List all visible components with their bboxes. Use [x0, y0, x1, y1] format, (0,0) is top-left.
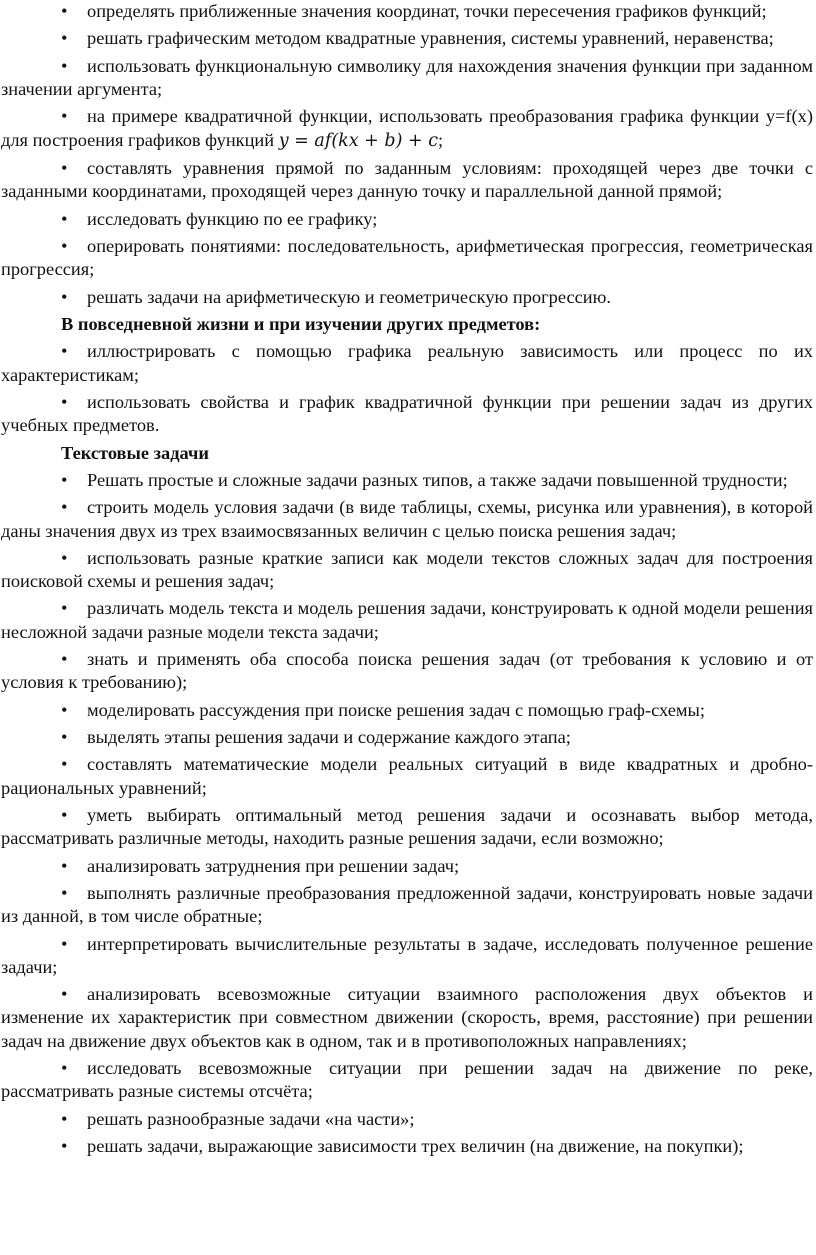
bullet-icon: •: [61, 727, 68, 748]
bullet-icon: •: [61, 157, 68, 178]
bullet-icon: •: [61, 1, 68, 21]
list-item: • решать разнообразные задачи «на части»;: [1, 1108, 813, 1131]
list-item: • использовать свойства и график квадратичной функции при решении задач из других учебных предметов.: [1, 391, 813, 436]
list-item: • различать модель текста и модель решения задачи, конструировать к одной модели решения несложной задачи разные модели текста задачи;: [1, 598, 813, 642]
list-item: • решать графическим методом квадратные уравнения, системы уравнений, неравенства;: [1, 27, 813, 50]
bullet-icon: •: [61, 883, 68, 904]
list-item: • использовать функциональную символику для нахождения значения функции при заданном значении аргумента;: [1, 55, 813, 99]
bullet-icon: •: [61, 933, 68, 954]
bullet-icon: •: [61, 497, 68, 518]
list-item: • уметь выбирать оптимальный метод решения задачи и осознавать выбор метода, рассматривать различные методы, находить разные решения задачи, если возможно;: [1, 805, 813, 849]
bullet-icon: •: [61, 55, 68, 76]
list-item: • определять приближенные значения координат, точки пересечения графиков функций;: [1, 0, 813, 23]
bullet-icon: •: [61, 235, 68, 256]
bullet-icon: •: [61, 805, 68, 826]
bullet-icon: •: [61, 1058, 68, 1079]
list-item: • исследовать функцию по ее графику;: [1, 208, 813, 231]
list-item: • строить модель условия задачи (в виде таблицы, схемы, рисунка или уравнения), в которой даны значения двух из трех взаимосвязанных величин с целью поиска решения задач;: [1, 497, 813, 541]
bullet-icon: •: [61, 208, 68, 229]
list-item: • составлять математические модели реальных ситуаций в виде квадратных и дробно-рациональных уравнений;: [1, 754, 813, 798]
bullet-icon: •: [61, 1136, 68, 1156]
bullet-icon: •: [61, 28, 68, 49]
list-item: • Решать простые и сложные задачи разных типов, а также задачи повышенной трудности;: [1, 469, 813, 492]
list-item: • выделять этапы решения задачи и содержание каждого этапа;: [1, 726, 813, 749]
bullet-icon: •: [61, 469, 68, 490]
list-item: • выполнять различные преобразования предложенной задачи, конструировать новые задачи из данной, в том числе обратные;: [1, 883, 813, 927]
bullet-icon: •: [61, 754, 68, 775]
bullet-icon: •: [61, 699, 68, 720]
list-item: • иллюстрировать с помощью графика реальную зависимость или процесс по их характеристикам;: [1, 341, 813, 385]
list-item: • оперировать понятиями: последовательность, арифметическая прогрессия, геометрическая прогрессия;: [1, 235, 813, 280]
list-item: • на примере квадратичной функции, использовать преобразования графика функции y=f(x) для построения графиков функций y = af(kx + b) + c;: [1, 106, 813, 151]
bullet-icon: •: [61, 855, 68, 876]
list-item: • моделировать рассуждения при поиске решения задач с помощью граф-схемы;: [1, 699, 813, 722]
bullet-icon: •: [61, 547, 68, 568]
bullet-icon: •: [61, 649, 68, 670]
list-item: • решать задачи на арифметическую и геометрическую прогрессию.: [1, 286, 813, 309]
bullet-icon: •: [61, 341, 68, 362]
section-heading: В повседневной жизни и при изучении других предметов:: [61, 313, 541, 334]
list-item: • использовать разные краткие записи как модели текстов сложных задач для построения поисковой схемы и решения задач;: [1, 547, 813, 592]
list-item: • исследовать всевозможные ситуации при решении задач на движение по реке, рассматривать разные системы отсчёта;: [1, 1058, 813, 1102]
list-item: • решать задачи, выражающие зависимости трех величин (на движение, на покупки);: [1, 1135, 813, 1158]
bullet-icon: •: [61, 391, 68, 412]
formula: y = af(kx + b) + c: [278, 130, 439, 151]
bullet-icon: •: [61, 1108, 68, 1129]
section-heading: Текстовые задачи: [61, 442, 209, 463]
list-item: • анализировать всевозможные ситуации взаимного расположения двух объектов и изменение их характеристик при совместном движении (скорость, время, расстояние) при решении задач на движение двух объектов как в одном, так и в противоположных направлениях;: [1, 984, 813, 1051]
list-item: • составлять уравнения прямой по заданным условиям: проходящей через две точки с заданными координатами, проходящей через данную точку и параллельной данной прямой;: [1, 157, 813, 202]
list-item: • интерпретировать вычислительные результаты в задаче, исследовать полученное решение задачи;: [1, 933, 813, 977]
bullet-icon: •: [61, 286, 68, 307]
bullet-icon: •: [61, 984, 68, 1005]
bullet-icon: •: [61, 598, 68, 619]
list-item: • знать и применять оба способа поиска решения задач (от требования к условию и от условия к требованию);: [1, 649, 813, 693]
list-item: • анализировать затруднения при решении задач;: [1, 855, 813, 878]
bullet-icon: •: [61, 106, 68, 127]
